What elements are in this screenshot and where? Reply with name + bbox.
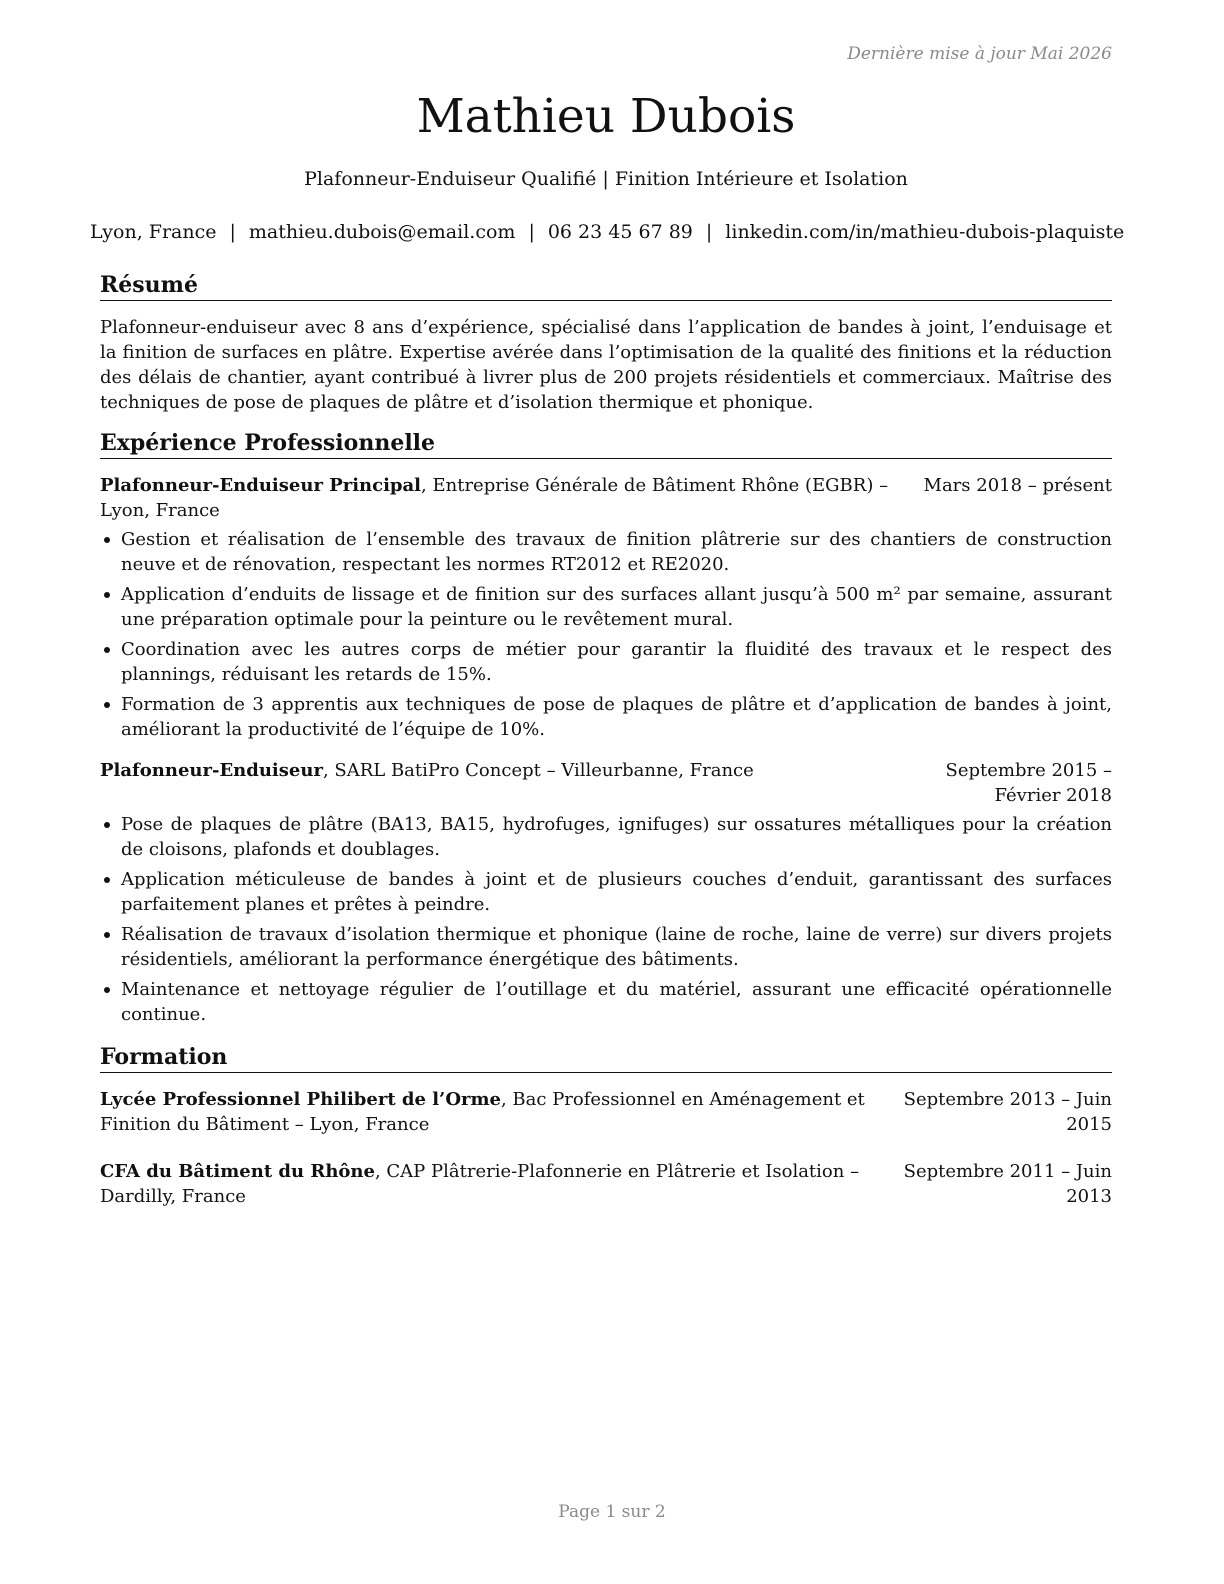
job-employer: , SARL BatiPro Concept – Villeurbanne, France [322,760,754,781]
contact-linkedin[interactable]: linkedin.com/in/mathieu-dubois-plaquiste [725,221,1125,243]
experience-section [100,429,1112,1027]
education-entry [100,1159,1112,1209]
list-item: Gestion et réalisation de l’ensemble des travaux de finition plâtrerie sur des chantiers de construction neuve et de rénovation, respectant les normes RT2012 et RE2020. [100,527,1112,577]
job-header [100,758,1112,808]
contact-separator: | [528,221,535,243]
contact-email[interactable]: mathieu.dubois@email.com [248,221,516,243]
candidate-name: Mathieu Dubois [416,89,796,144]
education-detail: , CAP Plâtrerie-Plafonnerie en Plâtrerie et Isolation – Dardilly, France [100,1161,860,1207]
resume-content [100,271,1112,1231]
job-employer: , Entreprise Générale de Bâtiment Rhône (EGBR) – Lyon, France [100,475,889,521]
list-item: Réalisation de travaux d’isolation thermique et phonique (laine de roche, laine de verre) sur divers projets résidentiels, améliorant la performance énergétique des bâtiments. [100,922,1112,972]
job-entry [100,758,1112,1027]
last-updated-date: Dernière mise à jour Mai 2026 [847,44,1112,64]
education-title-line [100,1087,890,1137]
job-title-line [100,758,890,783]
list-item: Application d’enduits de lissage et de finition sur des surfaces allant jusqu’à 500 m² par semaine, assurant une préparation optimale pour la peinture ou le revêtement mural. [100,582,1112,632]
job-dates: Mars 2018 – présent [923,475,1112,496]
contact-separator: | [229,221,236,243]
summary-section [100,271,1112,415]
education-title-line [100,1159,890,1209]
education-school: CFA du Bâtiment du Rhône [100,1161,375,1182]
contact-location: Lyon, France [90,221,217,243]
job-dates: Septembre 2015 – Février 2018 [945,760,1112,806]
job-header [100,473,1112,523]
page-number: Page 1 sur 2 [558,1502,666,1522]
list-item: Pose de plaques de plâtre (BA13, BA15, hydrofuges, ignifuges) sur ossatures métalliques pour la création de cloisons, plafonds et doublages. [100,812,1112,862]
job-role: Plafonneur-Enduiseur [100,760,323,781]
list-item: Maintenance et nettoyage régulier de l’outillage et du matériel, assurant une efficacité opérationnelle continue. [100,977,1112,1027]
list-item: Formation de 3 apprentis aux techniques de pose de plaques de plâtre et d’application de bandes à joint, améliorant la productivité de l’équipe de 10%. [100,692,1112,742]
education-school: Lycée Professionnel Philibert de l’Orme [100,1089,501,1110]
contact-phone[interactable]: 06 23 45 67 89 [547,221,693,243]
job-bullets [100,527,1112,742]
education-dates: Septembre 2013 – Juin 2015 [903,1089,1112,1135]
contact-separator: | [705,221,713,243]
list-item: Application méticuleuse de bandes à joint et de plusieurs couches d’enduit, garantissant des surfaces parfaitement planes et prêtes à peindre. [100,867,1112,917]
section-title-experience: Expérience Professionnelle [100,429,1112,459]
summary-text: Plafonneur-enduiseur avec 8 ans d’expérience, spécialisé dans l’application de bandes à joint, l’enduisage et la finition de surfaces en plâtre. Expertise avérée dans l’optimisation de la qualité des finitions et la réduction des délais de chantier, ayant contribué à livrer plus de 200 projets résidentiels et commerciaux. Maîtrise des techniques de pose de plaques de plâtre et d’isolation thermique et phonique. [100,317,1112,413]
job-bullets [100,812,1112,1027]
job-role: Plafonneur-Enduiseur Principal [100,475,422,496]
job-entry [100,473,1112,742]
education-entry [100,1087,1112,1137]
list-item: Coordination avec les autres corps de métier pour garantir la fluidité des travaux et le respect des plannings, réduisant les retards de 15%. [100,637,1112,687]
education-section [100,1043,1112,1209]
section-title-summary: Résumé [100,271,1112,301]
job-title-line [100,473,890,523]
resume-page [90,0,1125,1584]
education-dates: Septembre 2011 – Juin 2013 [903,1161,1112,1207]
contact-line [90,219,1125,245]
section-title-education: Formation [100,1043,1112,1073]
education-detail: , Bac Professionnel en Aménagement et Finition du Bâtiment – Lyon, France [100,1089,865,1135]
candidate-headline: Plafonneur-Enduiseur Qualifié | Finition Intérieure et Isolation [304,168,908,190]
